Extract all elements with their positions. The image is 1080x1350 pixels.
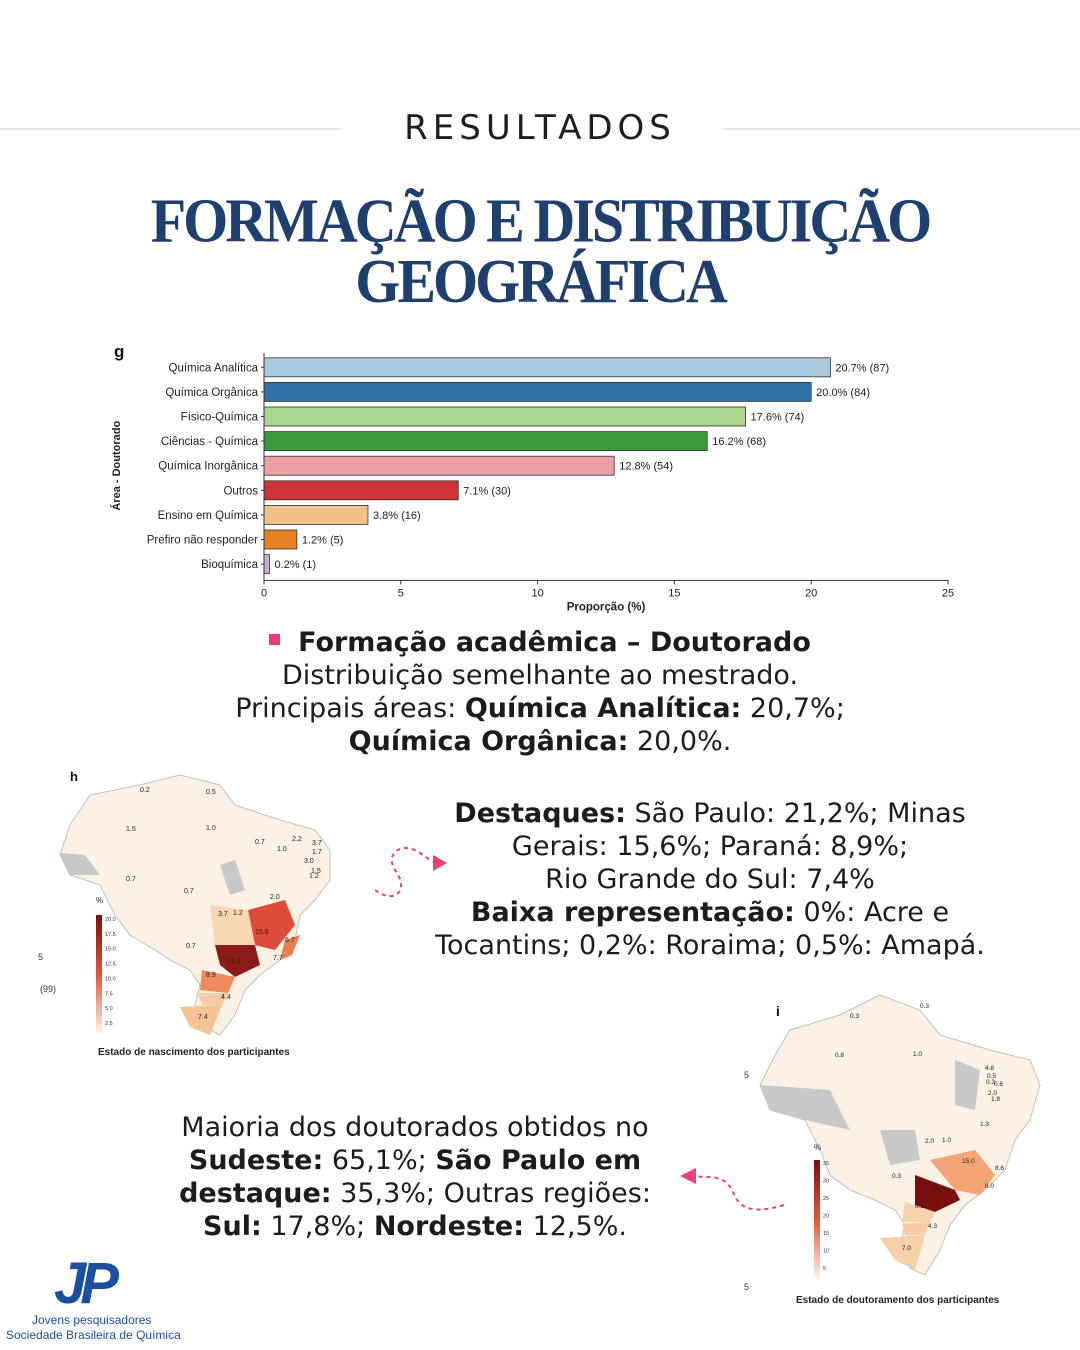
map-i-caption: Estado de doutoramento dos participantes	[796, 1295, 1000, 1306]
destaques-line-2: Gerais: 15,6%; Paraná: 8,9%;	[511, 831, 909, 862]
arrow-icon-2	[672, 1150, 792, 1220]
map-i-legend-tick: 5	[823, 1266, 827, 1272]
map-i-legend-tick: 30	[823, 1178, 830, 1185]
sudeste-line-3	[120, 1177, 710, 1210]
sudeste-line-2	[120, 1144, 710, 1177]
map-i-state-value: 0.3	[986, 1079, 996, 1086]
map-h-state-value: 8.9	[206, 972, 216, 979]
map-h-state-value: 1.2	[309, 873, 319, 880]
chart-x-tick-label: 15	[668, 587, 681, 600]
map-h-state-value: 6.7	[285, 937, 295, 944]
map-h-state-value: 7.4	[198, 1014, 208, 1021]
map-h-state-value: 21.2	[227, 958, 241, 965]
title-line-1: FORMAÇÃO E DISTRIBUIÇÃO	[150, 185, 930, 256]
sudeste-text-1: 65,1%;	[323, 1145, 436, 1176]
map-h-side-number-2: (99)	[40, 984, 57, 994]
map-h-state-value: 0.7	[126, 876, 136, 883]
chart-data-label: 16.2% (68)	[712, 436, 767, 449]
jp-logo	[6, 1251, 206, 1343]
chart-data-label: 7.1% (30)	[463, 485, 511, 498]
doutorado-line-1: Distribuição semelhante ao mestrado.	[281, 660, 799, 691]
map-i-state-value: 0.3	[892, 1173, 902, 1180]
sudeste-bold-2: São Paulo em	[435, 1145, 642, 1176]
map-h-state-value: 4.4	[221, 994, 231, 1001]
page-title	[140, 185, 940, 316]
map-i-state-value: 1.0	[942, 1137, 952, 1144]
chart-category-label: Outros	[223, 485, 258, 498]
doutorado-line-2-value: 20,7%;	[741, 693, 845, 724]
map-i-state-value: 1.8	[991, 1096, 1001, 1103]
map-h-state-value: 1.0	[206, 825, 216, 832]
chart-data-label: 20.7% (87)	[835, 362, 890, 375]
sudeste-bold-4: Sul:	[203, 1211, 262, 1242]
chart-y-axis-label: Área - Doutorado	[111, 420, 123, 511]
map-i-state-value: 4.3	[928, 1223, 938, 1230]
chart-bar	[264, 505, 368, 524]
map-h-state-value: 0.7	[186, 943, 196, 950]
destaques-bold-1: Destaques:	[454, 798, 626, 829]
map-h-legend-unit: %	[96, 896, 104, 905]
chart-bar	[264, 382, 811, 401]
map-i-legend-unit: %	[814, 1143, 822, 1152]
logo-line-2: Sociedade Brasileira de Química	[6, 1328, 181, 1342]
map-h-state-value: 1.5	[311, 868, 321, 875]
jp-logo-mark: JP	[54, 1251, 113, 1316]
destaques-summary	[390, 797, 1030, 962]
sudeste-bold-1: Sudeste:	[188, 1145, 324, 1176]
map-i-state-value: 0.8	[835, 1052, 845, 1059]
chart-x-tick-label: 25	[941, 587, 955, 600]
map-h-state-value: 1.7	[312, 849, 322, 856]
map-i-state-value: 8.0	[985, 1183, 995, 1190]
map-h-legend-tick: 17.5	[105, 931, 116, 938]
chart-category-label: Química Analítica	[168, 362, 258, 375]
sudeste-summary	[120, 1111, 710, 1243]
map-h-state-value: 1.5	[126, 826, 136, 833]
destaques-line-3: Rio Grande do Sul: 7,4%	[545, 864, 875, 895]
doutorado-line-3	[150, 725, 930, 758]
map-i-state-value: 0.3	[850, 1013, 860, 1020]
destaques-line-5: Tocantins; 0,2%: Roraima; 0,5%: Amapá.	[435, 930, 985, 961]
map-h-legend-tick: 2.5	[105, 1021, 113, 1027]
chart-x-tick-label: 0	[260, 587, 268, 600]
birth-state-map	[30, 765, 380, 1065]
doctorate-area-bar-chart	[100, 335, 980, 615]
map-h-state-value: 3.7	[218, 911, 228, 918]
sudeste-text-5: 12,5%.	[524, 1211, 627, 1242]
map-i-state-value: 0.3	[920, 1003, 930, 1010]
destaques-text-2: 0%: Acre e	[794, 897, 950, 928]
map-i-state-value: 2.0	[925, 1138, 935, 1145]
chart-category-label: Química Inorgânica	[158, 460, 258, 473]
destaques-text-1: São Paulo: 21,2%; Minas	[625, 798, 966, 829]
chart-x-tick-label: 20	[805, 587, 818, 600]
chart-panel-letter: g	[114, 342, 125, 361]
map-i-side-number-2: 5	[744, 1282, 750, 1292]
doutorado-heading: Formação acadêmica – Doutorado	[298, 627, 811, 658]
sudeste-line-1: Maioria dos doutorados obtidos no	[181, 1112, 649, 1143]
chart-category-label: Ciências - Química	[160, 436, 258, 449]
chart-category-label: Química Orgânica	[165, 386, 258, 399]
map-i-state-value: 4.8	[985, 1065, 995, 1072]
sudeste-bold-5: Nordeste:	[373, 1211, 525, 1242]
chart-data-label: 1.2% (5)	[301, 534, 344, 547]
map-i-legend-tick: 20	[823, 1213, 830, 1220]
map-i-state-value: 6.5	[915, 1203, 925, 1210]
map-h-state-value: 0.2	[140, 787, 150, 794]
map-h-state-value: 3.7	[312, 840, 322, 847]
map-h-legend-tick: 12.5	[105, 961, 116, 968]
map-i-state-value: 35.3	[933, 1186, 946, 1193]
map-i-panel-letter: i	[776, 1003, 780, 1019]
chart-data-label: 3.8% (16)	[372, 509, 421, 522]
birth-map-svg	[30, 765, 380, 1065]
destaques-line-1	[390, 797, 1030, 830]
chart-bar	[264, 530, 297, 549]
chart-bar	[264, 407, 746, 426]
bullet-icon	[269, 634, 280, 645]
map-h-state-value: 3.0	[304, 858, 314, 865]
map-h-panel-letter: h	[70, 769, 78, 784]
map-i-legend-bar	[814, 1160, 820, 1278]
doutorado-heading-row	[150, 626, 930, 659]
map-h-legend-tick: 20.0	[105, 917, 116, 923]
map-h-legend-tick: 5.0	[105, 1006, 113, 1013]
section-label: RESULTADOS	[404, 108, 676, 148]
chart-x-tick-label: 5	[397, 587, 404, 600]
chart-bar	[264, 555, 269, 574]
chart-bar	[264, 358, 830, 377]
sudeste-text-3: 35,3%; Outras regiões:	[331, 1178, 651, 1209]
map-h-state-value: 0.5	[206, 789, 216, 796]
map-i-legend-tick: 10	[823, 1248, 830, 1255]
sudeste-line-4	[120, 1210, 710, 1243]
map-i-state-value: 8.6	[995, 1165, 1005, 1172]
map-h-caption: Estado de nascimento dos participantes	[98, 1047, 290, 1058]
map-i-state-value: 15.0	[962, 1158, 975, 1165]
doutorado-line-2	[150, 692, 930, 725]
destaques-line-4	[390, 896, 1030, 929]
logo-line-1: Jovens pesquisadores	[32, 1313, 152, 1327]
map-i-legend-tick: 15	[823, 1231, 830, 1237]
chart-data-label: 12.8% (54)	[619, 460, 674, 473]
map-h-side-number-1: 5	[38, 952, 44, 962]
doutorado-line-2-bold: Química Analítica:	[464, 693, 742, 724]
map-h-legend-tick: 15.0	[105, 946, 116, 953]
map-i-side-number-1: 5	[744, 1070, 750, 1080]
chart-data-label: 0.2% (1)	[274, 559, 317, 572]
sudeste-bold-3: destaque:	[179, 1178, 332, 1209]
map-h-state-value: 0.7	[255, 839, 265, 846]
chart-data-label: 20.0% (84)	[816, 386, 871, 399]
chart-x-axis-label: Proporção (%)	[566, 601, 646, 614]
sudeste-text-4: 17,8%;	[261, 1211, 374, 1242]
chart-category-label: Bioquímica	[201, 559, 258, 572]
chart-category-label: Prefiro não responder	[146, 534, 258, 547]
chart-bar	[264, 456, 614, 475]
chart-category-label: Físico-Química	[180, 411, 258, 424]
doutorado-summary	[150, 626, 930, 758]
doutorado-line-3-value: 20,0%.	[628, 726, 732, 757]
chart-bar	[264, 432, 707, 451]
map-i-state-value: 0.6	[994, 1081, 1004, 1088]
map-h-legend-tick: 10.0	[105, 976, 116, 983]
map-h-state-value: 7.7	[273, 955, 283, 962]
destaques-bold-2: Baixa representação:	[470, 897, 795, 928]
map-h-legend-bar	[96, 915, 102, 1033]
map-i-state-value: 0.5	[987, 1073, 997, 1080]
map-i-state-value: 1.3	[980, 1121, 990, 1128]
doutorado-line-2-prefix: Principais áreas:	[235, 693, 465, 724]
chart-category-label: Ensino em Química	[157, 509, 258, 522]
map-h-state-value: 15.6	[255, 929, 269, 936]
map-h-state-value: 2.0	[270, 894, 280, 901]
map-i-legend-tick: 25	[823, 1196, 830, 1202]
title-line-2: GEOGRÁFICA	[355, 245, 725, 316]
bar-chart-svg	[100, 335, 980, 615]
map-i-legend-tick: 35	[823, 1161, 830, 1167]
map-h-legend-tick: 7.5	[105, 991, 113, 998]
map-h-state-value: 2.2	[292, 836, 302, 843]
chart-x-tick-label: 10	[531, 587, 544, 600]
map-h-state-value: 1.0	[277, 846, 287, 853]
doutorado-line-3-bold: Química Orgânica:	[348, 726, 629, 757]
map-i-state-value: 1.0	[913, 1051, 923, 1058]
map-h-state-value: 0.7	[184, 888, 194, 895]
chart-bar	[264, 481, 458, 500]
chart-data-label: 17.6% (74)	[750, 411, 805, 424]
map-i-state-value: 2.0	[988, 1090, 998, 1097]
map-i-state-value: 7.0	[902, 1245, 912, 1252]
map-h-state-value: 1.2	[233, 910, 243, 917]
arrow-icon-1	[375, 835, 455, 905]
